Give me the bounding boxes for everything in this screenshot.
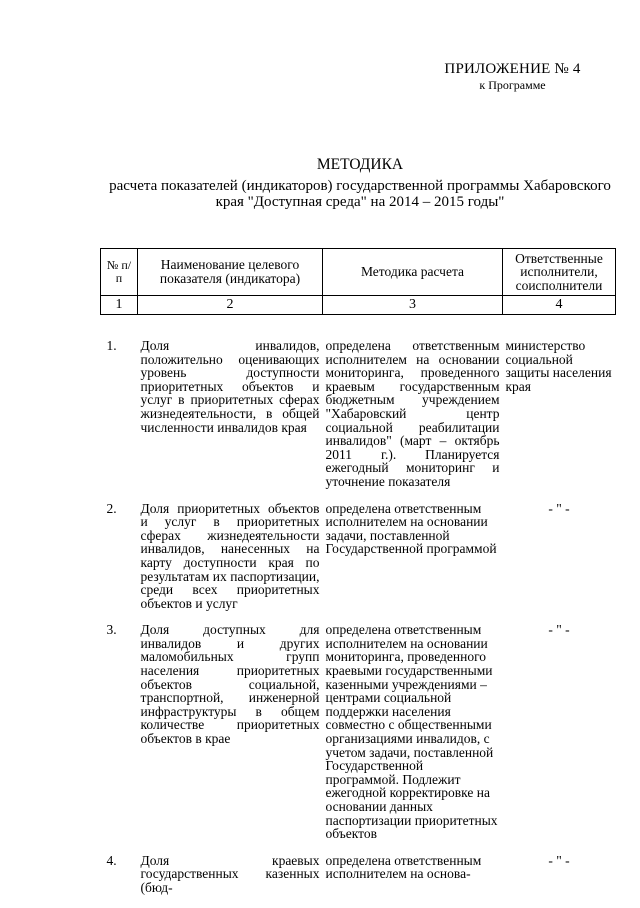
col-number: 2 [138,296,323,315]
row-indicator: Доля инвалидов, положительно оценивающих уровень доступности приоритетных объектов и услуг в приоритетных сферах жизнедеятельности, в общей численности инвалидов края [140,338,320,435]
row-method: определена ответственным исполнителем на основа- [325,852,482,882]
table-row [101,315,616,502]
row-number: 3. [106,622,117,638]
row-indicator: Доля доступных для инвалидов и других маломобильных групп населения приоритетных объектов социальной, транспортной, инженерной инфраструктуры в общем количестве приоритетных объектов в крае [140,622,320,747]
col-number: 4 [503,296,616,315]
col-number: 3 [323,296,503,315]
appendix-subtitle: к Программе [479,78,546,92]
indicators-table [100,248,616,908]
row-number: 1. [106,338,117,353]
column-numbers-row [101,296,616,315]
col-header-method: Методика расчета [323,249,503,296]
table-row [101,502,616,624]
appendix-block [430,61,595,92]
table-header-row [101,249,616,296]
row-responsible: - " - [548,622,570,638]
document-heading [100,156,620,210]
col-number: 1 [101,296,138,315]
row-method: определена ответственным исполнителем на основании мониторинга, проведенного краевыми государственными казенными учреждениями – центрами социальной поддержки населения совместно с общественными организациями инвалидов, с учетом задачи, поставленной Государственной программой. Подлежит ежегодной корректировке на основании данных паспортизации приоритетных объектов [325,622,498,842]
row-responsible: министерство социальной защиты населения края [505,338,612,394]
col-header-indicator: Наименование целевого показателя (индикатора) [138,249,323,296]
document-title: МЕТОДИКА [316,156,404,173]
appendix-title: ПРИЛОЖЕНИЕ № 4 [444,61,581,77]
row-number: 4. [106,852,117,868]
col-header-number: № п/п [101,249,138,296]
row-responsible: - " - [548,852,570,868]
row-method: определена ответственным исполнителем на основании задачи, поставленной Государственной программой [325,500,497,557]
table-row [101,854,616,908]
col-header-responsible: Ответственные исполнители, соисполнители [503,249,616,296]
row-number: 2. [106,500,117,516]
row-indicator: Доля краевых государственных казенных (бюд- [140,852,320,895]
row-method: определена ответственным исполнителем на основании мониторинга, проведенного краевым государственным бюджетным учреждением "Хабаровский центр социальной реабилитации инвалидов" (март – октябрь 2011 г.). Планируется ежегодный мониторинг и уточнение показателя [325,338,500,489]
row-indicator: Доля приоритетных объектов и услуг в приоритетных сферах жизнедеятельности инвалидов, нанесенных на карту доступности края по результатам их паспортизации, среди всех приоритетных объектов и услуг [140,500,320,611]
row-responsible: - " - [548,500,570,516]
document-subtitle: расчета показателей (индикаторов) государственной программы Хабаровского края "Доступная среда" на 2014 – 2015 годы" [109,178,611,210]
table-row [101,623,616,854]
